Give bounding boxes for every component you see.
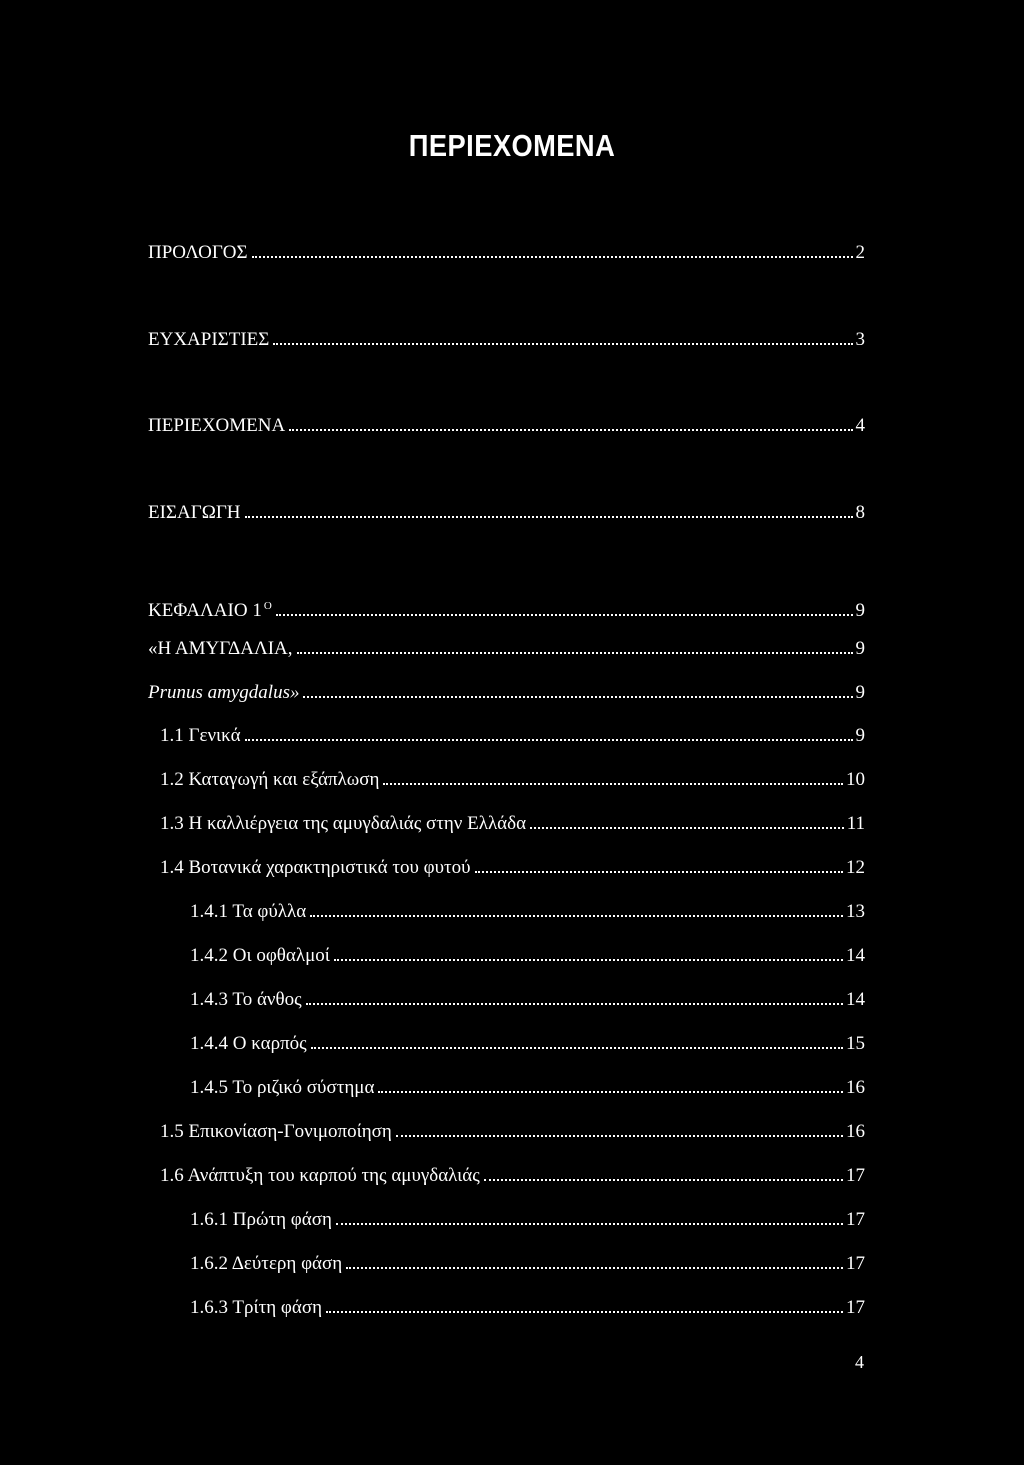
toc-entry-label: 1.4.1 Τα φύλλα [190, 901, 307, 922]
toc-entry-label: «Η ΑΜΥΓΔΑΛΙΑ, [148, 638, 293, 659]
toc-entry-label: 1.6.2 Δεύτερη φάση [190, 1253, 343, 1274]
dot-leader [484, 1179, 843, 1181]
toc-entry [190, 1031, 865, 1057]
toc-entry [160, 1163, 865, 1189]
toc-entry-page: 13 [846, 901, 865, 922]
toc-entry-page: 9 [855, 725, 865, 746]
toc-entry-page: 17 [846, 1297, 865, 1318]
toc-entry [148, 593, 865, 619]
toc-entry-label: 1.6 Ανάπτυξη του καρπού της αμυγδαλιάς [160, 1165, 480, 1186]
toc-entry-page: 17 [846, 1209, 865, 1230]
toc-entry [148, 327, 865, 353]
toc-entry [160, 1119, 865, 1145]
toc-entry-label: ΠΡΟΛΟΓΟΣ [148, 242, 248, 263]
toc-entry [160, 855, 865, 881]
dot-leader [245, 739, 853, 741]
toc-entry-label: 1.4.4 Ο καρπός [190, 1033, 307, 1054]
toc-entry-superscript: Ο [263, 600, 272, 612]
toc-entry-label: 1.6.1 Πρώτη φάση [190, 1209, 332, 1230]
toc-entry-page: 14 [846, 945, 865, 966]
toc-entry-page: 17 [846, 1165, 865, 1186]
toc-entry-label: 1.4.2 Οι οφθαλμοί [190, 945, 330, 966]
toc-entry-page: 17 [846, 1253, 865, 1274]
toc-entry-label: ΕΙΣΑΓΩΓΗ [148, 502, 241, 523]
toc-entry-label: 1.4.3 Το άνθος [190, 989, 302, 1010]
toc-entry [190, 943, 865, 969]
toc-entry-page: 9 [855, 638, 865, 659]
dot-leader [276, 614, 853, 616]
toc-entry [190, 987, 865, 1013]
toc-entry-label: Prunus amygdalus» [148, 682, 300, 703]
dot-leader [273, 343, 852, 345]
dot-leader [245, 516, 853, 518]
toc-entry-page: 10 [846, 769, 865, 790]
toc-entry-label: 1.4.5 Το ριζικό σύστημα [190, 1077, 375, 1098]
dot-leader [289, 429, 852, 431]
page-title: ΠΕΡΙΕΧΟΜΕΝΑ [408, 128, 616, 163]
dot-leader [334, 959, 843, 961]
toc-entry [148, 636, 865, 662]
toc-entry-page: 12 [846, 857, 865, 878]
toc-entry-page: 8 [855, 502, 865, 523]
dot-leader [252, 256, 853, 258]
toc-entry-page: 2 [855, 242, 865, 263]
toc-entry [148, 240, 865, 266]
dot-leader [336, 1223, 843, 1225]
dot-leader [475, 871, 843, 873]
toc-entry [148, 500, 865, 526]
page-number: 4 [855, 1352, 864, 1372]
toc-entry [148, 680, 865, 706]
toc-entry [190, 1207, 865, 1233]
toc-entry-label: 1.2 Καταγωγή και εξάπλωση [160, 769, 380, 790]
dot-leader [310, 915, 843, 917]
dot-leader [326, 1311, 843, 1313]
dot-leader [396, 1135, 843, 1137]
toc-entry-label: 1.5 Επικονίαση-Γονιμοποίηση [160, 1121, 392, 1142]
dot-leader [303, 696, 852, 698]
toc-entry [160, 811, 865, 837]
toc-entry-page: 15 [846, 1033, 865, 1054]
toc-entry-page: 11 [846, 813, 865, 834]
toc-entry [148, 413, 865, 439]
toc-entry-label: 1.3 Η καλλιέργεια της αμυγδαλιάς στην Ελλάδα [160, 813, 527, 834]
toc-entry-page: 9 [855, 682, 865, 703]
dot-leader [311, 1047, 843, 1049]
toc-entry-page: 16 [846, 1077, 865, 1098]
toc-entry-label: 1.4 Βοτανικά χαρακτηριστικά του φυτού [160, 857, 471, 878]
toc-entry [190, 899, 865, 925]
dot-leader [530, 827, 844, 829]
dot-leader [297, 652, 853, 654]
toc-entry-page: 14 [846, 989, 865, 1010]
toc-entry [190, 1075, 865, 1101]
toc-entry-page: 4 [855, 415, 865, 436]
dot-leader [346, 1267, 843, 1269]
toc-entry-label: ΠΕΡΙΕΧΟΜΕΝΑ [148, 415, 286, 436]
toc-entry [190, 1251, 865, 1277]
toc-entry-label: 1.1 Γενικά [160, 725, 241, 746]
dot-leader [378, 1091, 843, 1093]
toc-entry [160, 723, 865, 749]
toc-entry-page: 9 [855, 600, 865, 621]
toc-entry-page: 16 [846, 1121, 865, 1142]
dot-leader [383, 783, 843, 785]
toc-entry-label: ΚΕΦΑΛΑΙΟ 1 $^O$ [148, 600, 272, 621]
toc-entry [190, 1295, 865, 1321]
toc-entry-label: 1.6.3 Τρίτη φάση [190, 1297, 323, 1318]
dot-leader [306, 1003, 843, 1005]
toc-entry-label: ΕΥΧΑΡΙΣΤΙΕΣ [148, 329, 270, 350]
toc-entry-page: 3 [855, 329, 865, 350]
toc-entry [160, 767, 865, 793]
